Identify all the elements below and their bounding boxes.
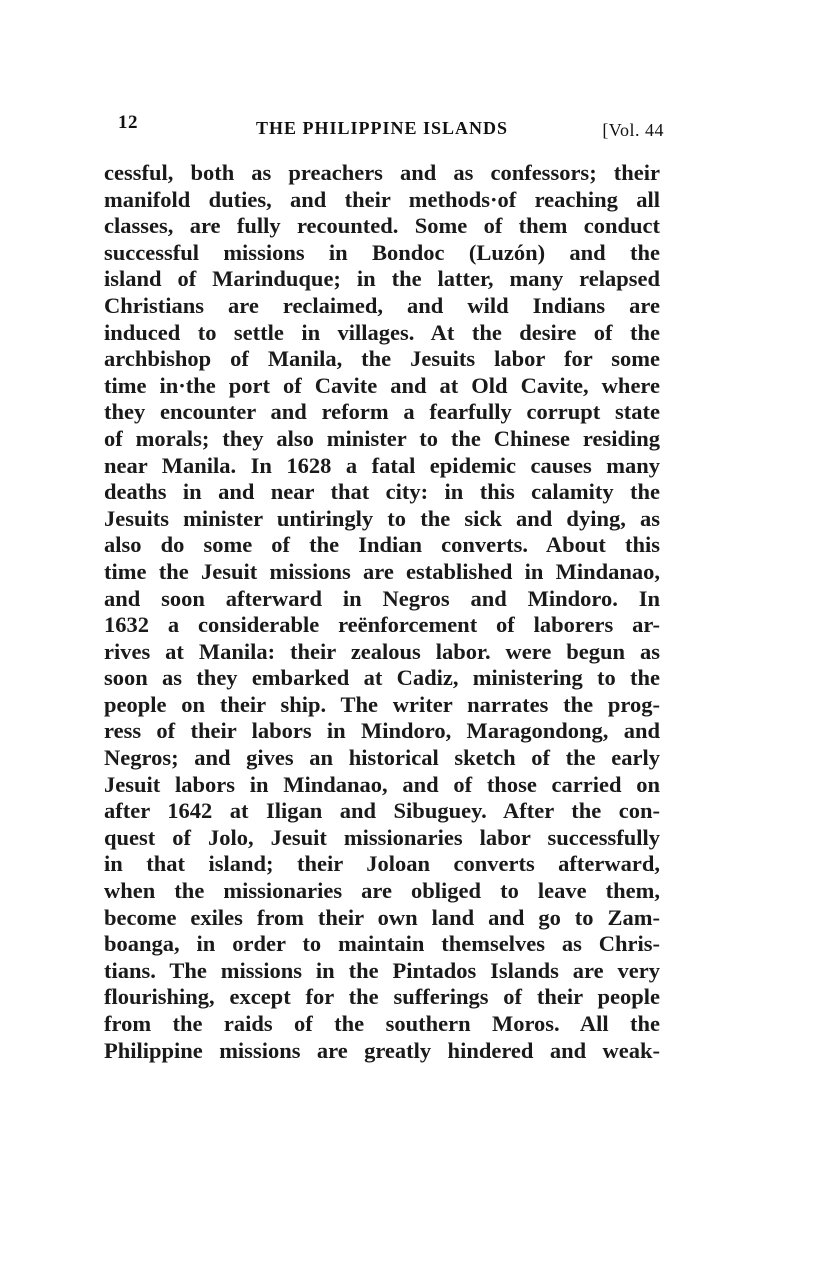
text-line: Negros; and gives an historical sketch of the early: [104, 745, 660, 771]
text-line: tians. The missions in the Pintados Islands are very: [104, 957, 660, 983]
text-line: in that island; their Joloan converts afterward,: [104, 851, 660, 877]
text-line: after 1642 at Iligan and Sibuguey. After the con-: [104, 798, 660, 824]
text-line: soon as they embarked at Cadiz, ministering to the: [104, 665, 660, 691]
text-line: also do some of the Indian converts. About this: [104, 532, 660, 558]
text-line: ress of their labors in Mindoro, Maragondong, and: [104, 718, 660, 744]
text-line: successful missions in Bondoc (Luzón) and the: [104, 239, 660, 265]
running-title: THE PHILIPPINE ISLANDS: [256, 118, 509, 138]
text-line: time in·the port of Cavite and at Old Cavite, where: [104, 372, 660, 398]
text-line: deaths in and near that city: in this calamity the: [104, 479, 660, 505]
text-line: of morals; they also minister to the Chinese residing: [104, 425, 660, 451]
text-line: they encounter and reform a fearfully corrupt state: [104, 399, 660, 425]
text-line: people on their ship. The writer narrates the prog-: [104, 691, 660, 717]
text-line: manifold duties, and their methods·of reaching all: [104, 186, 660, 212]
text-line: rives at Manila: their zealous labor. were begun as: [104, 638, 660, 664]
text-line: Jesuits minister untiringly to the sick and dying, as: [104, 505, 660, 531]
text-line: boanga, in order to maintain themselves as Chris-: [104, 931, 660, 957]
text-line: near Manila. In 1628 a fatal epidemic causes many: [104, 452, 660, 478]
text-line: cessful, both as preachers and as confessors; their: [104, 160, 660, 185]
text-line: flourishing, except for the sufferings of their people: [104, 984, 660, 1010]
text-line: Christians are reclaimed, and wild Indians are: [104, 292, 660, 318]
text-line: classes, are fully recounted. Some of them conduct: [104, 213, 660, 239]
text-line: quest of Jolo, Jesuit missionaries labor successfully: [104, 824, 660, 850]
volume-label: [Vol. 44: [602, 120, 664, 140]
text-line: Jesuit labors in Mindanao, and of those carried on: [104, 771, 660, 797]
text-line: 1632 a considerable reënforcement of laborers ar-: [104, 612, 660, 638]
text-line: induced to settle in villages. At the desire of the: [104, 319, 660, 345]
body-text: [104, 160, 660, 1064]
text-line: from the raids of the southern Moros. All the: [104, 1011, 660, 1036]
text-line: and soon afterward in Negros and Mindoro. In: [104, 585, 660, 611]
text-line: archbishop of Manila, the Jesuits labor for some: [104, 346, 660, 372]
text-line: island of Marinduque; in the latter, many relapsed: [104, 266, 660, 292]
text-line: when the missionaries are obliged to leave them,: [104, 878, 660, 904]
text-line: become exiles from their own land and go to Zam-: [104, 904, 660, 930]
text-line: time the Jesuit missions are established in Mindanao,: [104, 558, 660, 584]
page-number: 12: [118, 112, 138, 133]
text-line: Philippine missions are greatly hindered and weak-: [104, 1037, 660, 1063]
running-head: [116, 112, 664, 142]
